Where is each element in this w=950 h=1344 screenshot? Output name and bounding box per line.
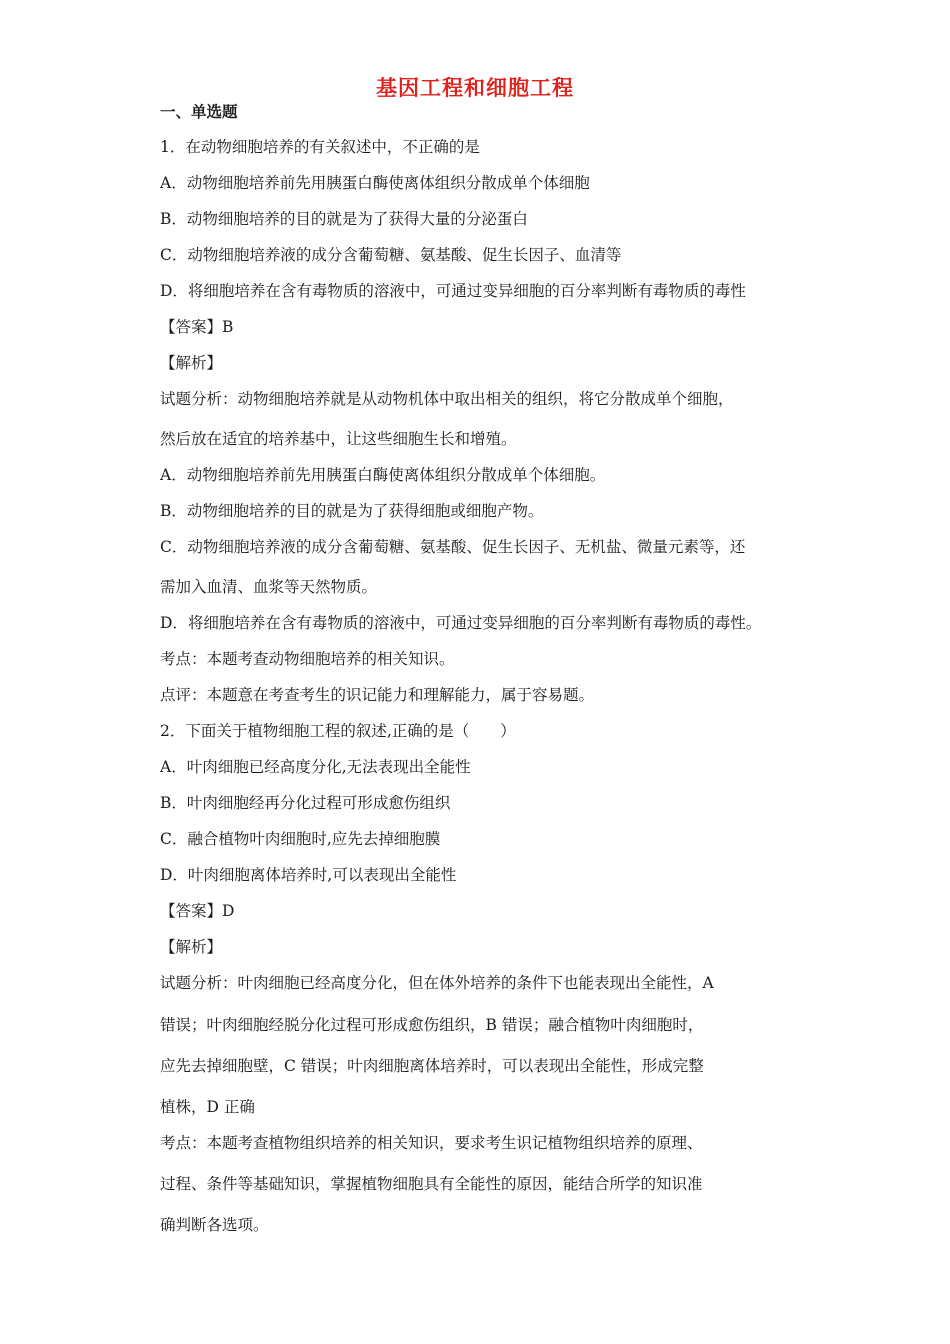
question-2-option-d: D．叶肉细胞离体培养时,可以表现出全能性	[160, 866, 457, 884]
question-2-option-b: B．叶肉细胞经再分化过程可形成愈伤组织	[160, 794, 451, 812]
question-1-option-c: C．动物细胞培养液的成分含葡萄糖、氨基酸、促生长因子、血清等	[160, 246, 622, 264]
question-1-analysis-line: C．动物细胞培养液的成分含葡萄糖、氨基酸、促生长因子、无机盐、微量元素等，还	[160, 538, 746, 556]
question-1-analysis-line: 需加入血清、血浆等天然物质。	[160, 578, 378, 596]
question-1-analysis-line: 然后放在适宜的培养基中，让这些细胞生长和增殖。	[160, 430, 517, 448]
question-2-analysis-line: 试题分析：叶肉细胞已经高度分化，但在体外培养的条件下也能表现出全能性，A	[160, 974, 714, 992]
question-1-analysis-line: D．将细胞培养在含有毒物质的溶液中，可通过变异细胞的百分率判断有毒物质的毒性。	[160, 614, 762, 632]
question-1-option-b: B．动物细胞培养的目的就是为了获得大量的分泌蛋白	[160, 210, 528, 228]
question-1-answer: 【答案】B	[160, 318, 234, 336]
question-2-kaodian-line: 过程、条件等基础知识，掌握植物细胞具有全能性的原因，能结合所学的知识准	[160, 1175, 703, 1193]
question-2-answer: 【答案】D	[160, 902, 235, 920]
question-2-option-c: C．融合植物叶肉细胞时,应先去掉细胞膜	[160, 830, 441, 848]
section-heading: 一、单选题	[160, 102, 238, 121]
question-2-kaodian: 考点：本题考查植物组织培养的相关知识，要求考生识记植物组织培养的原理、	[160, 1134, 703, 1152]
question-1-option-d: D．将细胞培养在含有毒物质的溶液中，可通过变异细胞的百分率判断有毒物质的毒性	[160, 282, 746, 300]
question-1-analysis-line: 试题分析：动物细胞培养就是从动物机体中取出相关的组织，将它分散成单个细胞，	[160, 390, 734, 408]
question-1-option-a: A．动物细胞培养前先用胰蛋白酶使离体组织分散成单个体细胞	[160, 174, 590, 192]
question-2-analysis-line: 应先去掉细胞壁，C 错误；叶肉细胞离体培养时，可以表现出全能性，形成完整	[160, 1057, 704, 1075]
question-1-analysis-label: 【解析】	[160, 354, 223, 372]
question-1-kaodian: 考点：本题考查动物细胞培养的相关知识。	[160, 650, 455, 668]
question-2-option-a: A．叶肉细胞已经高度分化,无法表现出全能性	[160, 758, 471, 776]
question-1-analysis-line: B．动物细胞培养的目的就是为了获得细胞或细胞产物。	[160, 502, 544, 520]
question-2-stem: 2．下面关于植物细胞工程的叙述,正确的是（ ）	[160, 722, 516, 740]
question-1-analysis-line: A．动物细胞培养前先用胰蛋白酶使离体组织分散成单个体细胞。	[160, 466, 606, 484]
question-2-kaodian-line: 确判断各选项。	[160, 1216, 269, 1234]
question-1-stem: 1．在动物细胞培养的有关叙述中，不正确的是	[160, 138, 480, 156]
question-2-analysis-line: 植株，D 正确	[160, 1098, 255, 1116]
question-2-analysis-label: 【解析】	[160, 938, 223, 956]
question-2-analysis-line: 错误；叶肉细胞经脱分化过程可形成愈伤组织，B 错误；融合植物叶肉细胞时，	[160, 1016, 704, 1034]
document-title: 基因工程和细胞工程	[376, 75, 574, 100]
question-1-dianping: 点评：本题意在考查考生的识记能力和理解能力，属于容易题。	[160, 686, 595, 704]
